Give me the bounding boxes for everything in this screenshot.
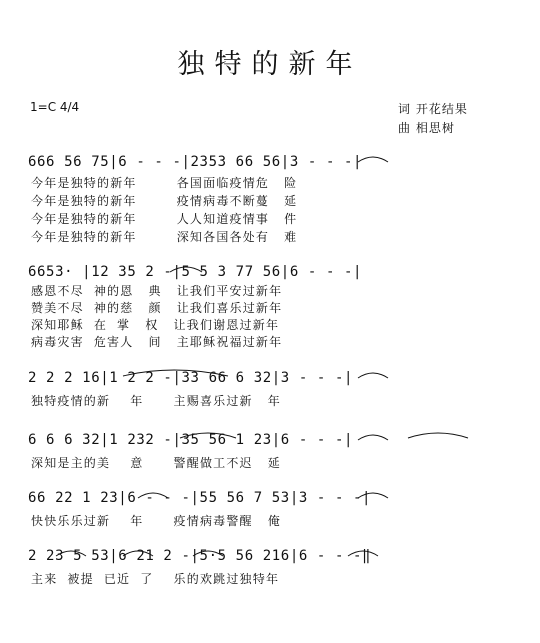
key-signature: 1=C 4/4	[30, 100, 80, 114]
notation-line: 6653· |12 35 2 -|5 5 3 77 56|6 - - -|	[28, 264, 363, 280]
lyric-line: 深知耶稣 在 掌 权 让我们谢恩过新年	[31, 318, 280, 332]
notation-line: 2 2 2 16|1 2 2 -|33 66 6 32|3 - - -|	[28, 370, 354, 386]
lyric-line: 独特疫情的新 年 主赐喜乐过新 年	[31, 394, 281, 408]
lyric-line: 今年是独特的新年 人人知道疫情事 件	[31, 212, 298, 226]
lyric-line: 感恩不尽 神的恩 典 让我们平安过新年	[31, 284, 283, 298]
lyric-line: 今年是独特的新年 深知各国各处有 难	[31, 230, 298, 244]
notation-line: 6 6 6 32|1 232 -|35 56 1 23|6 - - -|	[28, 432, 354, 448]
lyric-line: 病毒灾害 危害人 间 主耶稣祝福过新年	[31, 335, 283, 349]
lyric-line: 主来 被提 已近 了 乐的欢跳过独特年	[31, 572, 280, 586]
composer-credit: 曲 相思树	[398, 121, 455, 135]
lyricist-credit: 词 开花结果	[398, 102, 468, 116]
lyric-line: 赞美不尽 神的慈 颜 让我们喜乐过新年	[31, 301, 283, 315]
notation-line: 666 56 75|6 - - -|2353 66 56|3 - - -|	[28, 154, 363, 170]
lyric-line: 快快乐乐过新 年 疫情病毒警醒 俺	[31, 514, 281, 528]
lyric-line: 今年是独特的新年 各国面临疫情危 险	[31, 176, 298, 190]
lyric-line: 深知是主的美 意 警醒做工不迟 延	[31, 456, 281, 470]
lyric-line: 今年是独特的新年 疫情病毒不断蔓 延	[31, 194, 298, 208]
notation-line: 66 22 1 23|6 - - -|55 56 7 53|3 - - -|	[28, 490, 372, 506]
song-title: 独特的新年	[177, 49, 363, 80]
notation-line: 2 23 5 53|6 21 2 -|5·5 56 216|6 - - -‖	[28, 548, 372, 564]
